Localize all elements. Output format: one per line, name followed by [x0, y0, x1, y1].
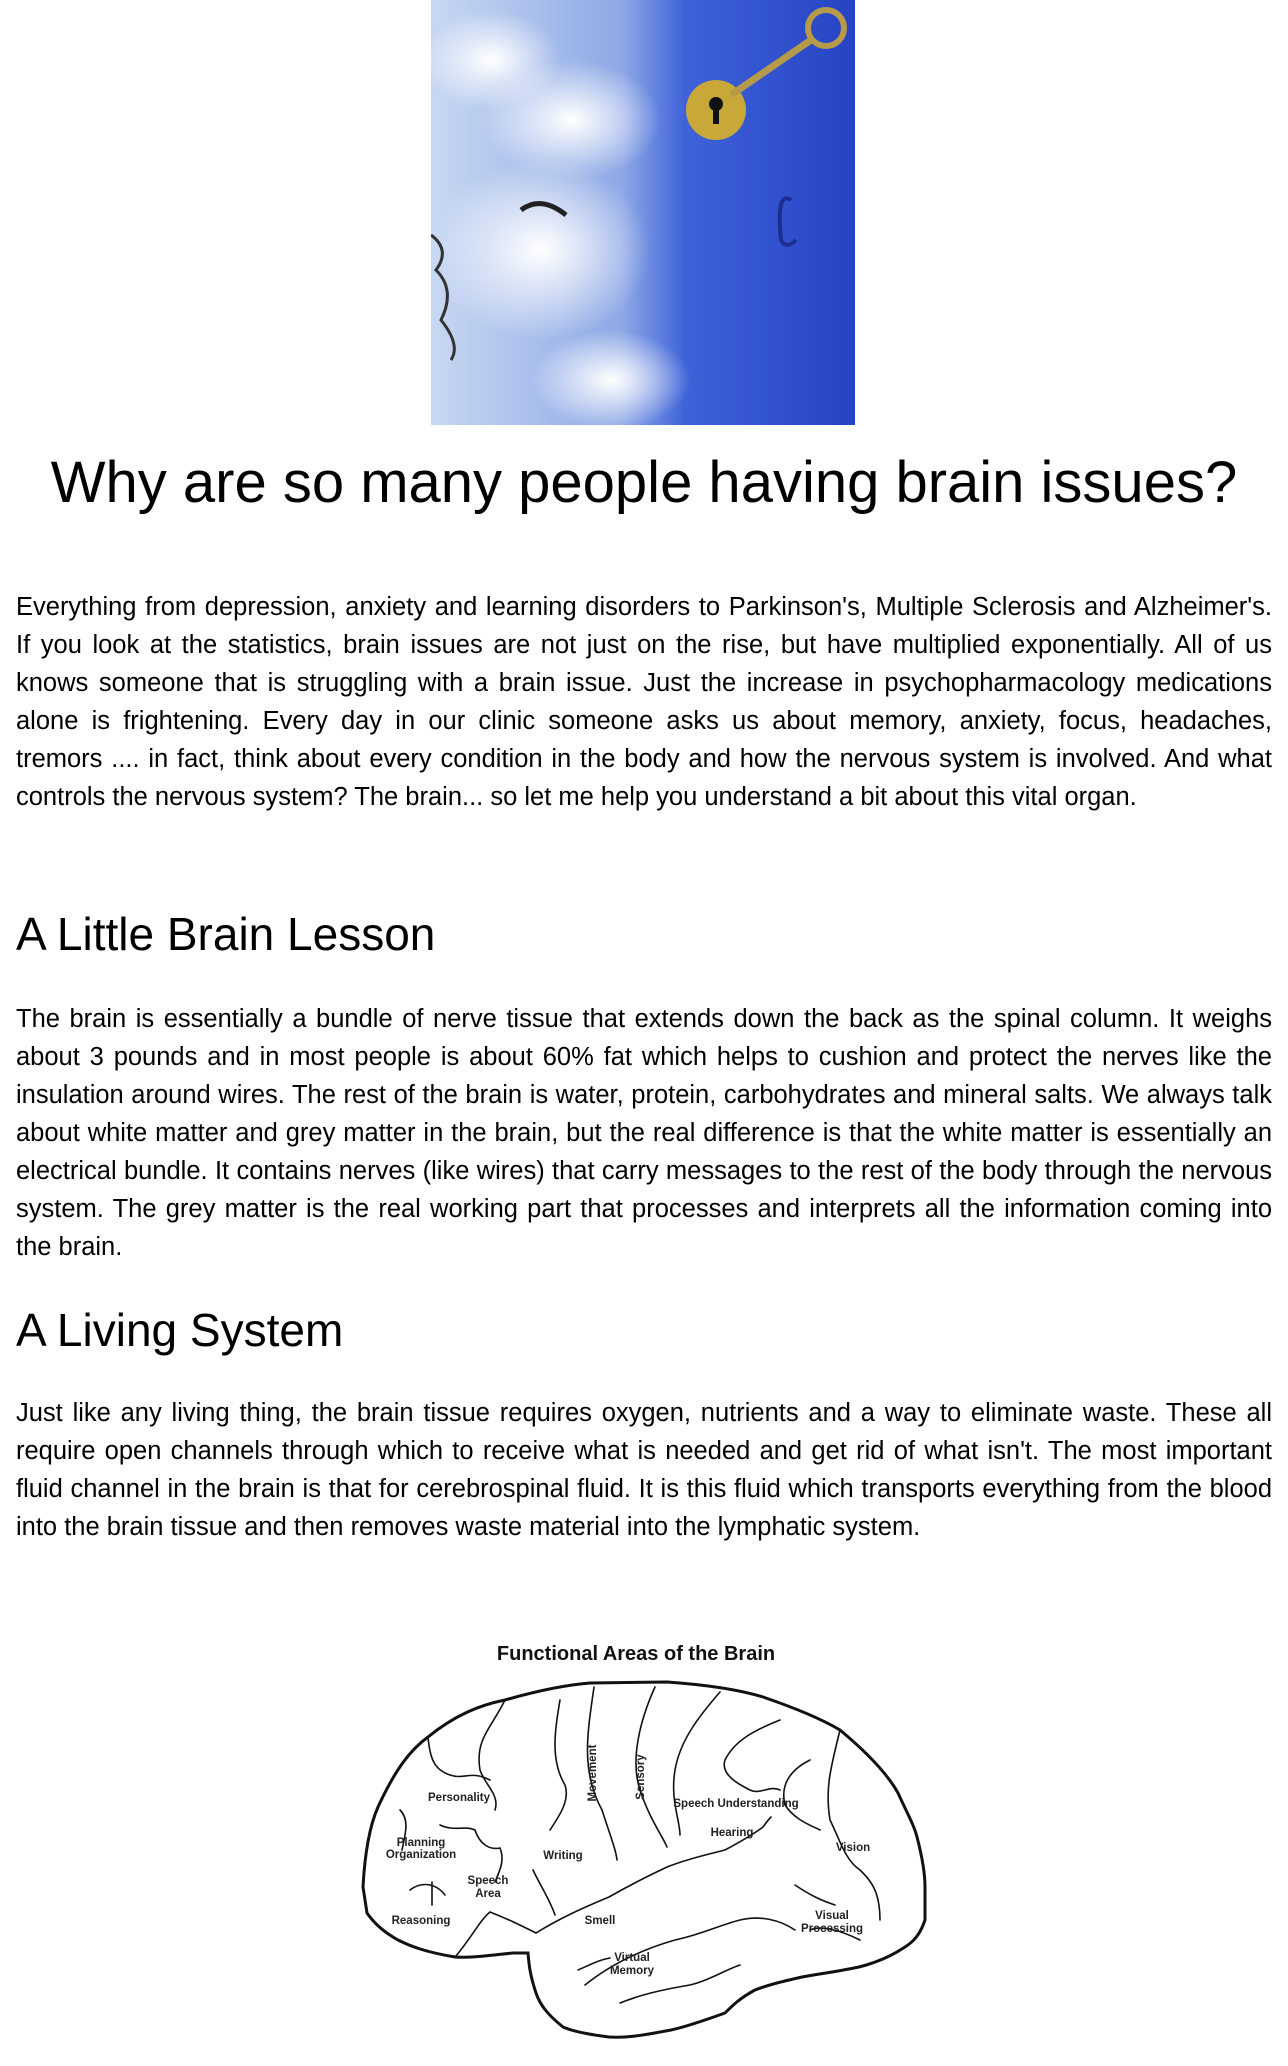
label-memory: Memory	[609, 1965, 655, 1977]
intro-paragraph: Everything from depression, anxiety and learning disorders to Parkinson's, Multiple Sclerosis and Alzheimer's. If you look at the statistics, brain issues are not just on the rise, but have multiplied exponentially. All of us knows someone that is struggling with a brain issue. Just the increase in psychopharmacology medications alone is frightening. Every day in our clinic someone asks us about memory, anxiety, focus, headaches, tremors .... in fact, think about every condition in the body and how the nervous system is involved. And what controls the nervous system? The brain... so let me help you understand a bit about this vital organ.	[16, 593, 1272, 811]
label-visual: Visual	[815, 1910, 849, 1922]
label-processing: Processing	[801, 1923, 863, 1935]
diagram-title: Functional Areas of the Brain	[496, 1643, 776, 1665]
label-personality: Personality	[428, 1792, 490, 1804]
label-planning: Planning	[396, 1837, 446, 1849]
page-title: Why are so many people having brain issues?	[50, 450, 1238, 515]
label-writing: Writing	[543, 1850, 583, 1862]
label-hearing: Hearing	[710, 1827, 754, 1839]
label-speech-understanding: Speech Understanding	[673, 1798, 799, 1810]
label-reasoning: Reasoning	[391, 1915, 451, 1927]
brain-diagram	[340, 1620, 940, 2066]
living-system-paragraph: Just like any living thing, the brain tissue requires oxygen, nutrients and a way to eliminate waste. These all require open channels through which to receive what is needed and get rid of what isn't. The most important fluid channel in the brain is that for cerebrospinal fluid. It is this fluid which transports everything from the blood into the brain tissue and then removes waste material into the lymphatic system.	[16, 1399, 1272, 1541]
label-area: Area	[475, 1888, 501, 1900]
label-virtual: Virtual	[614, 1952, 650, 1964]
label-speech: Speech	[467, 1875, 509, 1887]
label-vision: Vision	[835, 1842, 871, 1854]
label-sensory: Sensory	[635, 1754, 647, 1800]
brain-lesson-paragraph: The brain is essentially a bundle of nerve tissue that extends down the back as the spinal column. It weighs about 3 pounds and in most people is about 60% fat which helps to cushion and protect the nerves like the insulation around wires. The rest of the brain is water, protein, carbohydrates and mineral salts. We always talk about white matter and grey matter in the brain, but the real difference is that the white matter is essentially an electrical bundle. It contains nerves (like wires) that carry messages to the rest of the body through the nervous system. The grey matter is the real working part that processes and interprets all the information coming into the brain.	[16, 1005, 1272, 1261]
section-heading-living-system: A Living System	[16, 1304, 344, 1356]
label-organization: Organization	[385, 1849, 457, 1861]
label-movement: Movement	[587, 1744, 599, 1802]
hero-image	[431, 0, 855, 425]
label-smell: Smell	[584, 1915, 616, 1927]
section-heading-brain-lesson: A Little Brain Lesson	[16, 908, 436, 960]
